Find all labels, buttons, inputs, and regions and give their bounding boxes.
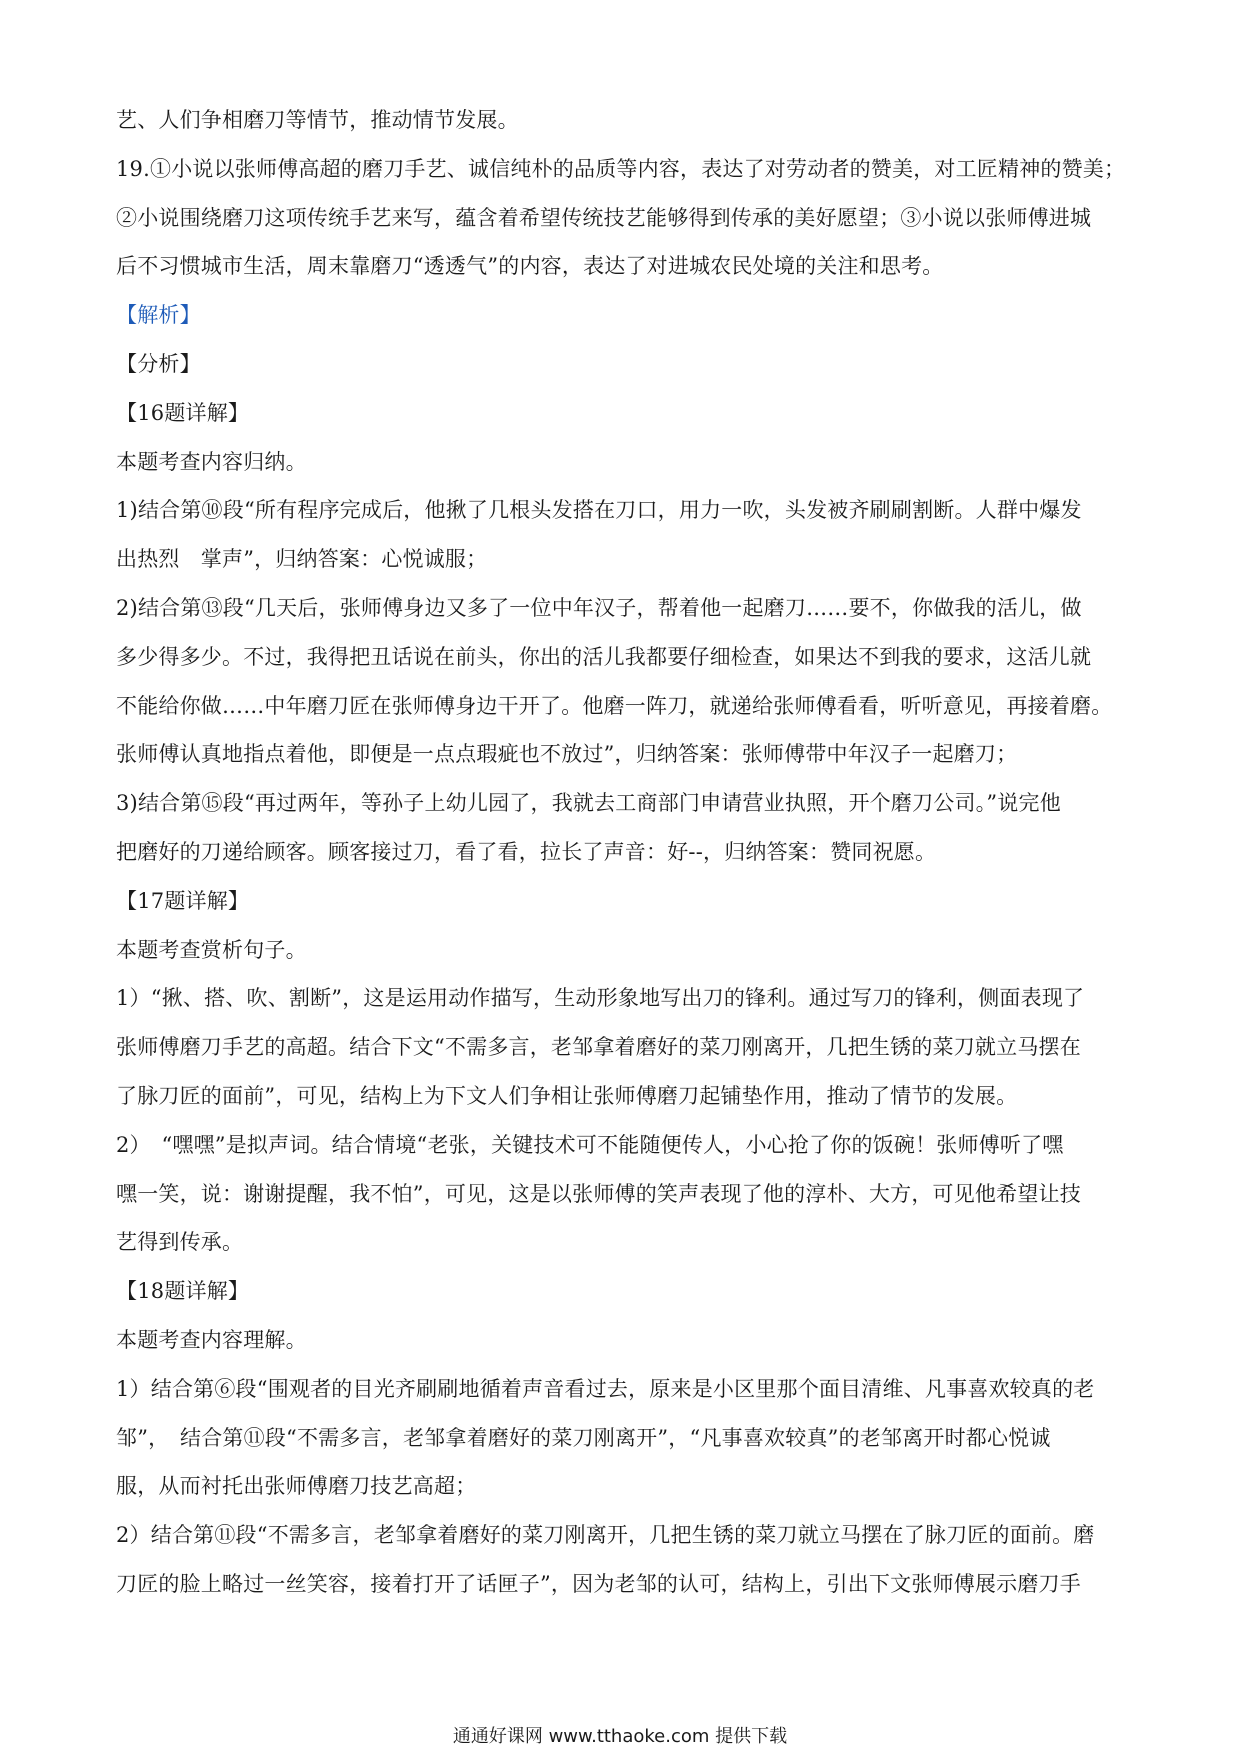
text-line: 1）“揪、搭、吹、割断”，这是运用动作描写，生动形象地写出刀的锋利。通过写刀的锋利，侧面表现了 (116, 986, 1085, 1011)
text-line: 本题考查内容归纳。 (116, 449, 307, 474)
text-line: 刀匠的脸上略过一丝笑容，接着打开了话匣子”，因为老邹的认可，结构上，引出下文张师傅展示磨刀手 (116, 1571, 1081, 1596)
section-heading: 【分析】 (116, 351, 201, 376)
text-line: 出热烈 掌声”，归纳答案：心悦诚服； (116, 547, 488, 572)
text-line: 2） “嘿嘿”是拟声词。结合情境“老张，关键技术可不能随便传人，小心抢了你的饭碗！张师傅听了嘿 (116, 1132, 1064, 1157)
text-line: 服，从而衬托出张师傅磨刀技艺高超； (116, 1474, 477, 1499)
section-heading: 【18题详解】 (116, 1279, 250, 1304)
text-line: 2）结合第⑪段“不需多言，老邹拿着磨好的菜刀刚离开，几把生锈的菜刀就立马摆在了脉刀匠的面前。磨 (116, 1523, 1095, 1548)
text-line: 1)结合第⑩段“所有程序完成后，他揪了几根头发搭在刀口，用力一吹，头发被齐刷刷割断。人群中爆发 (116, 498, 1082, 523)
text-line: 2)结合第⑬段“几天后，张师傅身边又多了一位中年汉子，帮着他一起磨刀……要不，你做我的活儿，做 (116, 595, 1082, 620)
text-line: 艺、人们争相磨刀等情节，推动情节发展。 (116, 108, 519, 132)
text-line: 把磨好的刀递给顾客。顾客接过刀，看了看，拉长了声音：好--，归纳答案：赞同祝愿。 (116, 839, 937, 864)
text-line: 1）结合第⑥段“围观者的目光齐刷刷地循着声音看过去，原来是小区里那个面目清维、凡事喜欢较真的老 (116, 1376, 1095, 1401)
document-body (116, 96, 1136, 1609)
text-line: 嘿一笑，说：谢谢提醒，我不怕”，可见，这是以张师傅的笑声表现了他的淳朴、大方，可见他希望让技 (116, 1181, 1081, 1206)
section-heading: 【16题详解】 (116, 400, 250, 425)
text-line: 艺得到传承。 (116, 1230, 244, 1255)
text-line: 不能给你做……中年磨刀匠在张师傅身边干开了。他磨一阵刀，就递给张师傅看看，听听意见，再接着磨。 (116, 693, 1113, 718)
text-line: 本题考查赏析句子。 (116, 937, 307, 962)
text-line: ②小说围绕磨刀这项传统手艺来写，蕴含着希望传统技艺能够得到传承的美好愿望；③小说以张师傅进城 (116, 205, 1092, 230)
section-heading-analysis: 【解析】 (116, 303, 201, 328)
text-line: 张师傅磨刀手艺的高超。结合下文“不需多言，老邹拿着磨好的菜刀刚离开，几把生锈的菜刀就立马摆在 (116, 1035, 1081, 1060)
section-heading: 【17题详解】 (116, 888, 250, 913)
text-line: 后不习惯城市生活，周末靠磨刀“透透气”的内容，表达了对进城农民处境的关注和思考。 (116, 254, 944, 279)
page-footer: 通通好课网 www.tthaoke.com 提供下载 (452, 1726, 788, 1747)
text-line: 邹”， 结合第⑪段“不需多言，老邹拿着磨好的菜刀刚离开”，“凡事喜欢较真”的老邹离开时都心悦诚 (116, 1425, 1051, 1450)
text-line: 19.①小说以张师傅高超的磨刀手艺、诚信纯朴的品质等内容，表达了对劳动者的赞美，对工匠精神的赞美； (116, 156, 1126, 181)
text-line: 张师傅认真地指点着他，即便是一点点瑕疵也不放过”，归纳答案：张师傅带中年汉子一起磨刀； (116, 742, 1018, 767)
text-line: 3)结合第⑮段“再过两年，等孙子上幼儿园了，我就去工商部门申请营业执照，开个磨刀公司。”说完他 (116, 791, 1061, 816)
text-line: 本题考查内容理解。 (116, 1327, 307, 1352)
text-line: 多少得多少。不过，我得把丑话说在前头，你出的活儿我都要仔细检查，如果达不到我的要求，这活儿就 (116, 644, 1092, 669)
text-line: 了脉刀匠的面前”，可见，结构上为下文人们争相让张师傅磨刀起铺垫作用，推动了情节的发展。 (116, 1083, 1018, 1108)
